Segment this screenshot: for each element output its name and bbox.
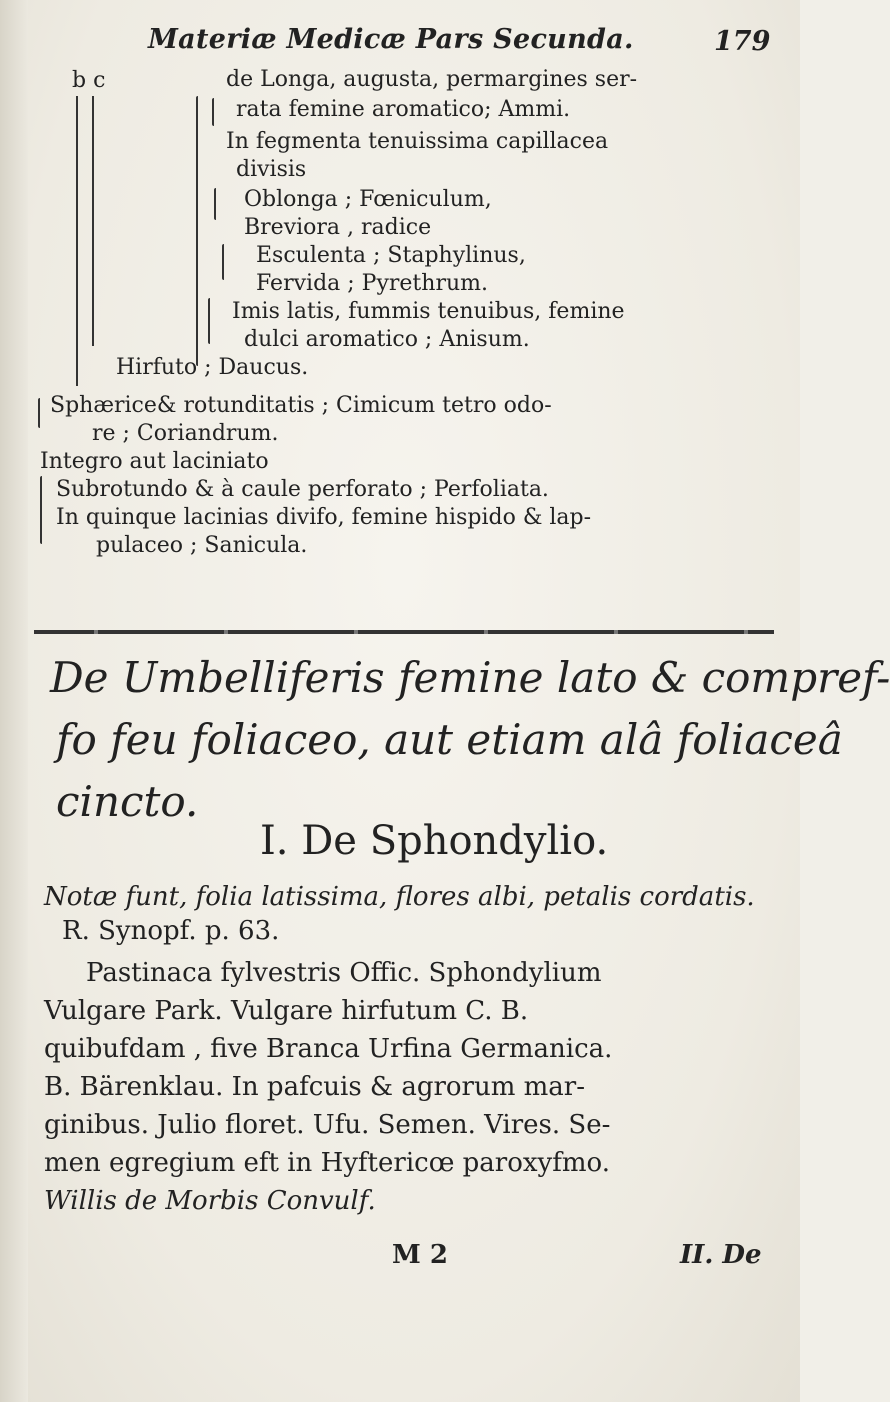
- body-line-2: R. Synopf. p. 63.: [62, 916, 280, 946]
- body-line-4: Vulgare Park. Vulgare hirfutum C. B.: [44, 996, 529, 1026]
- section-title-line-3: cincto.: [56, 777, 199, 826]
- key-line-16: In quinque lacinias divifo, femine hispido & lap-: [56, 505, 592, 530]
- key-line-13: re ; Coriandrum.: [92, 421, 279, 446]
- key-line-6: Breviora , radice: [244, 215, 432, 240]
- section-title-line-1: De Umbelliferis femine lato & compref-: [50, 653, 890, 702]
- key-brace-3: [222, 244, 224, 280]
- key-brace-2: [214, 188, 216, 220]
- key-bracket-outer: [76, 96, 78, 386]
- body-line-9: Willis de Morbis Convulf.: [44, 1186, 376, 1216]
- key-line-11: Hirfuto ; Daucus.: [116, 355, 309, 380]
- running-title: Materiæ Medicæ Pars Secunda.: [148, 24, 634, 55]
- body-line-6: B. Bärenklau. In pafcuis & agrorum mar-: [44, 1072, 586, 1102]
- key-brace-6: [40, 476, 42, 544]
- body-line-1: Notæ funt, folia latissima, flores albi, petalis cordatis.: [44, 882, 755, 912]
- page-number: 179: [714, 26, 771, 57]
- key-line-1: de Longa, augusta, permargines ser-: [226, 67, 638, 92]
- key-brace-1: [212, 98, 214, 126]
- key-brace-5: [38, 398, 40, 428]
- chapter-heading: I. De Sphondylio.: [260, 818, 609, 864]
- key-line-9: Imis latis, fummis tenuibus, femine: [232, 299, 625, 324]
- key-line-3: In fegmenta tenuissima capillacea: [226, 129, 609, 154]
- key-line-17: pulaceo ; Sanicula.: [96, 533, 308, 558]
- signature-mark: M 2: [392, 1240, 448, 1270]
- catchword: II. De: [680, 1240, 762, 1270]
- key-line-7: Esculenta ; Staphylinus,: [256, 243, 526, 268]
- key-line-12: Sphærice& rotunditatis ; Cimicum tetro odo-: [50, 393, 552, 418]
- key-line-4: divisis: [236, 157, 307, 182]
- key-line-14: Integro aut laciniato: [40, 449, 269, 474]
- key-brace-main: [196, 96, 198, 366]
- key-line-8: Fervida ; Pyrethrum.: [256, 271, 488, 296]
- key-brace-4: [208, 298, 210, 344]
- body-line-8: men egregium eft in Hyftericœ paroxyfmo.: [44, 1148, 610, 1178]
- body-line-7: ginibus. Julio floret. Ufu. Semen. Vires. Se-: [44, 1110, 611, 1140]
- key-line-15: Subrotundo & à caule perforato ; Perfoliata.: [56, 477, 549, 502]
- horizontal-rule: [34, 630, 774, 634]
- key-line-10: dulci aromatico ; Anisum.: [244, 327, 530, 352]
- key-bracket-inner: [92, 96, 94, 346]
- section-title-line-2: fo feu foliaceo, aut etiam alâ foliaceâ: [56, 715, 843, 764]
- body-line-3: Pastinaca fylvestris Offic. Sphondylium: [86, 958, 602, 988]
- body-line-5: quibufdam , five Branca Urfina Germanica.: [44, 1034, 613, 1064]
- key-line-2: rata femine aromatico; Ammi.: [236, 97, 571, 122]
- book-gutter: [0, 0, 28, 1402]
- key-line-5: Oblonga ; Fœniculum,: [244, 187, 492, 212]
- key-letters: b c: [72, 68, 106, 93]
